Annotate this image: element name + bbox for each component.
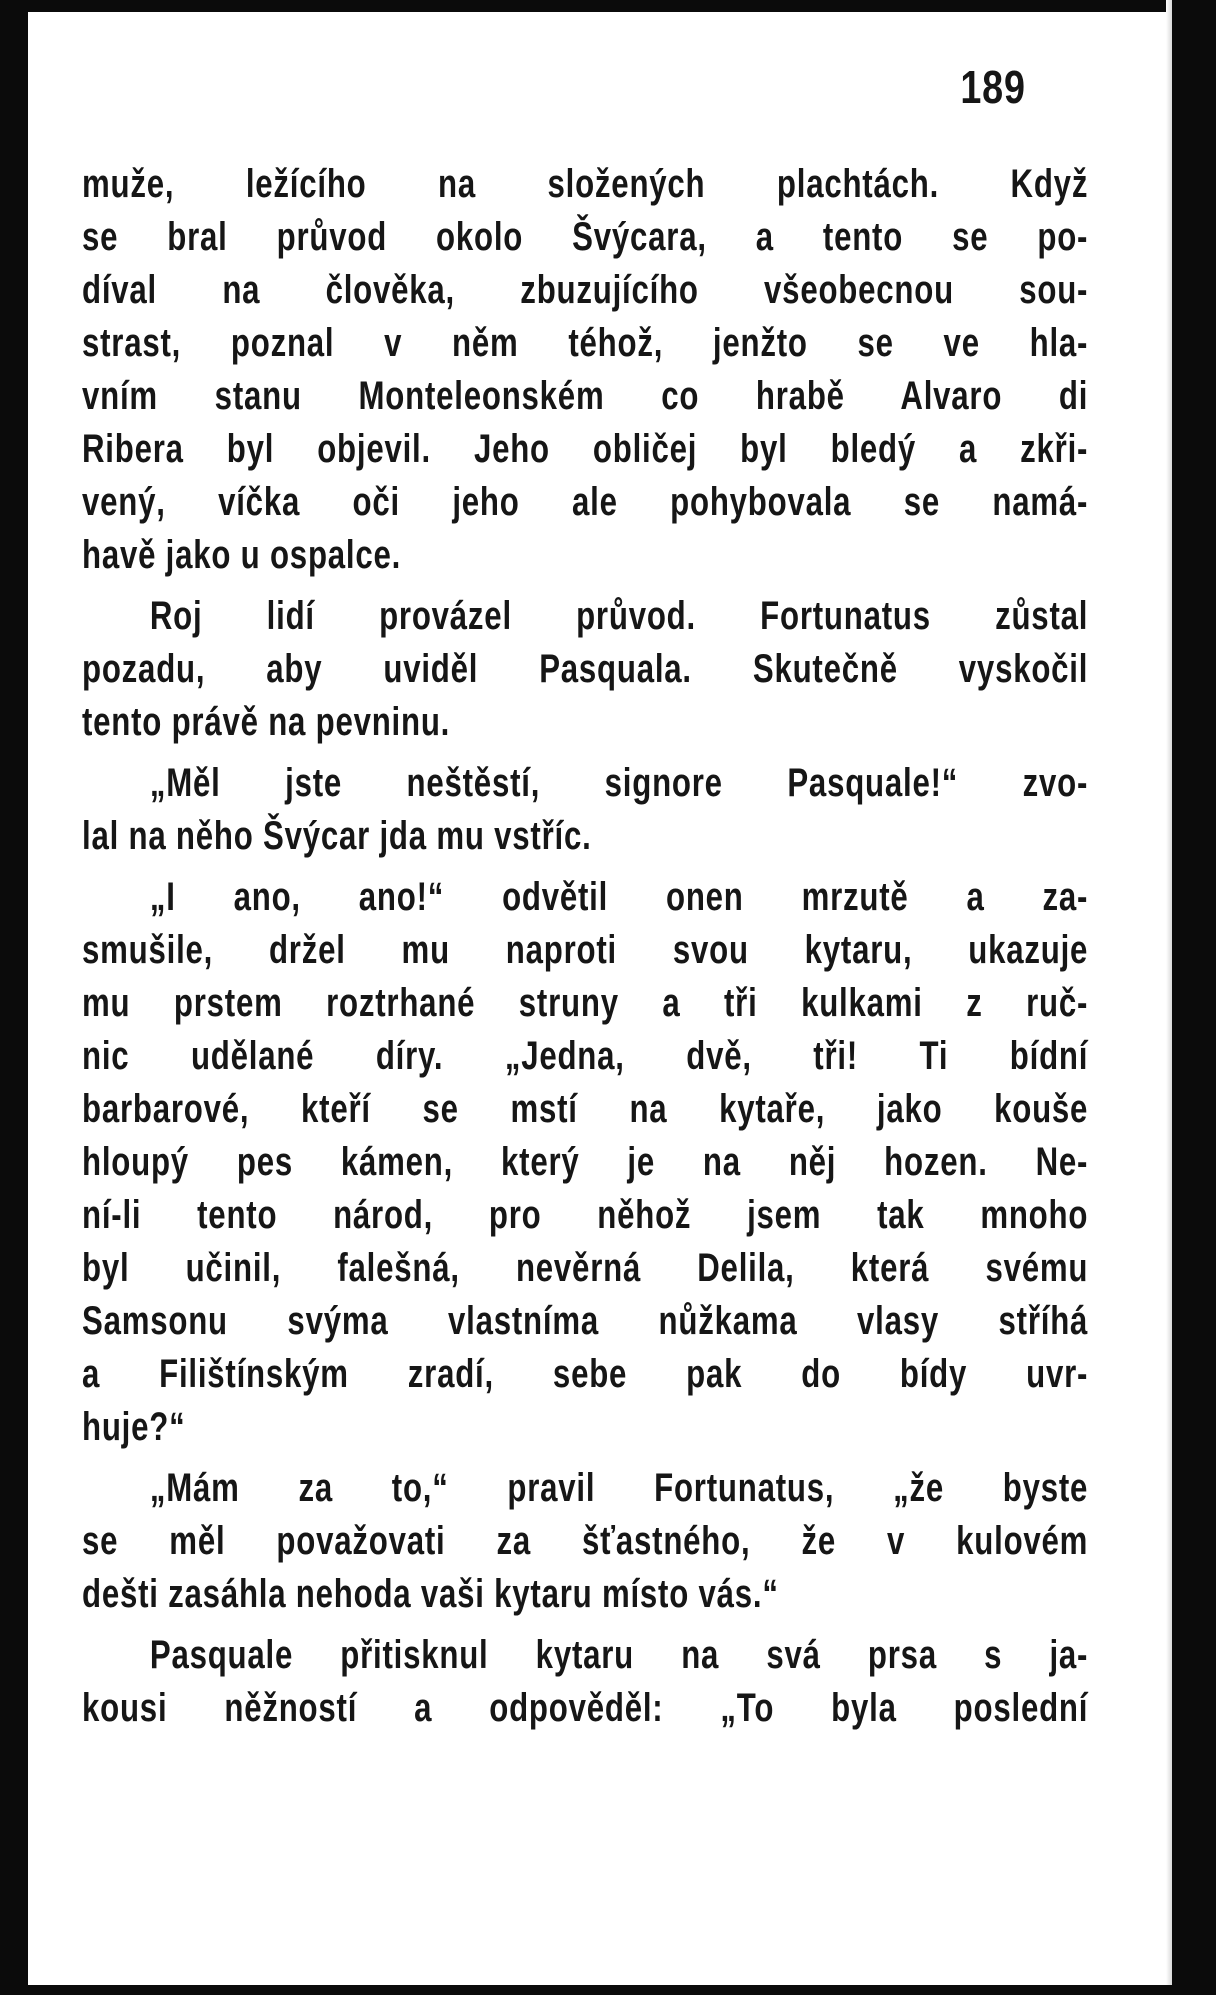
text-line: Ribera byl objevil. Jeho obličej byl bledý a zkři- <box>82 427 1089 471</box>
text-line: pozadu, aby uviděl Pasquala. Skutečně vyskočil <box>82 647 1089 691</box>
text-line: „Mám za to,“ pravil Fortunatus, „že byste <box>149 1466 1089 1510</box>
text-line: lal na něho Švýcar jda mu vstříc. <box>82 814 592 858</box>
scan-border-left <box>0 0 28 1995</box>
body-text <box>82 158 1094 1735</box>
page-number: 189 <box>960 61 1026 113</box>
text-line: strast, poznal v něm téhož, jenžto se ve hla- <box>82 321 1089 365</box>
text-line: ní-li tento národ, pro něhož jsem tak mnoho <box>82 1193 1089 1237</box>
paragraph <box>82 590 1094 749</box>
text-line: Pasquale přitisknul kytaru na svá prsa s ja- <box>149 1633 1089 1677</box>
text-line: „Měl jste neštěstí, signore Pasquale!“ zvo- <box>149 761 1089 805</box>
paragraph <box>82 158 1094 582</box>
text-line: byl učinil, falešná, nevěrná Delila, která svému <box>82 1246 1089 1290</box>
text-line: a Filištínským zradí, sebe pak do bídy uvr- <box>82 1352 1089 1396</box>
text-line: Roj lidí provázel průvod. Fortunatus zůstal <box>149 594 1089 638</box>
text-line: havě jako u ospalce. <box>82 533 402 577</box>
text-line: Samsonu svýma vlastníma nůžkama vlasy stříhá <box>82 1299 1089 1343</box>
paragraph <box>82 871 1094 1454</box>
text-line: dešti zasáhla nehoda vaši kytaru místo vás.“ <box>82 1572 779 1616</box>
text-line: huje?“ <box>82 1405 186 1449</box>
text-line: muže, ležícího na složených plachtách. Když <box>82 162 1089 206</box>
text-line: nic udělané díry. „Jedna, dvě, tři! Ti bídní <box>82 1034 1089 1078</box>
text-line: barbarové, kteří se mstí na kytaře, jako kouše <box>82 1087 1089 1131</box>
text-line: vený, víčka oči jeho ale pohybovala se namá- <box>82 480 1089 524</box>
text-line: se měl považovati za šťastného, že v kulovém <box>82 1519 1089 1563</box>
paragraph <box>82 1462 1094 1621</box>
scan-border-right <box>1172 0 1216 1995</box>
paragraph <box>82 757 1094 863</box>
text-line: mu prstem roztrhané struny a tři kulkami z ruč- <box>82 981 1089 1025</box>
text-line: tento právě na pevninu. <box>82 700 451 744</box>
scan-border-bottom <box>0 1985 1216 1995</box>
text-line: se bral průvod okolo Švýcara, a tento se po- <box>82 215 1089 259</box>
text-line: hloupý pes kámen, který je na něj hozen. Ne- <box>82 1140 1089 1184</box>
scan-border-top <box>0 0 1216 12</box>
book-page <box>28 12 1166 1985</box>
text-line: smušile, držel mu naproti svou kytaru, ukazuje <box>82 928 1089 972</box>
text-line: „I ano, ano!“ odvětil onen mrzutě a za- <box>149 875 1089 919</box>
paragraph <box>82 1629 1094 1735</box>
text-line: díval na člověka, zbuzujícího všeobecnou sou- <box>82 268 1089 312</box>
text-line: vním stanu Monteleonském co hrabě Alvaro di <box>82 374 1089 418</box>
text-line: kousi něžností a odpověděl: „To byla poslední <box>82 1686 1089 1730</box>
